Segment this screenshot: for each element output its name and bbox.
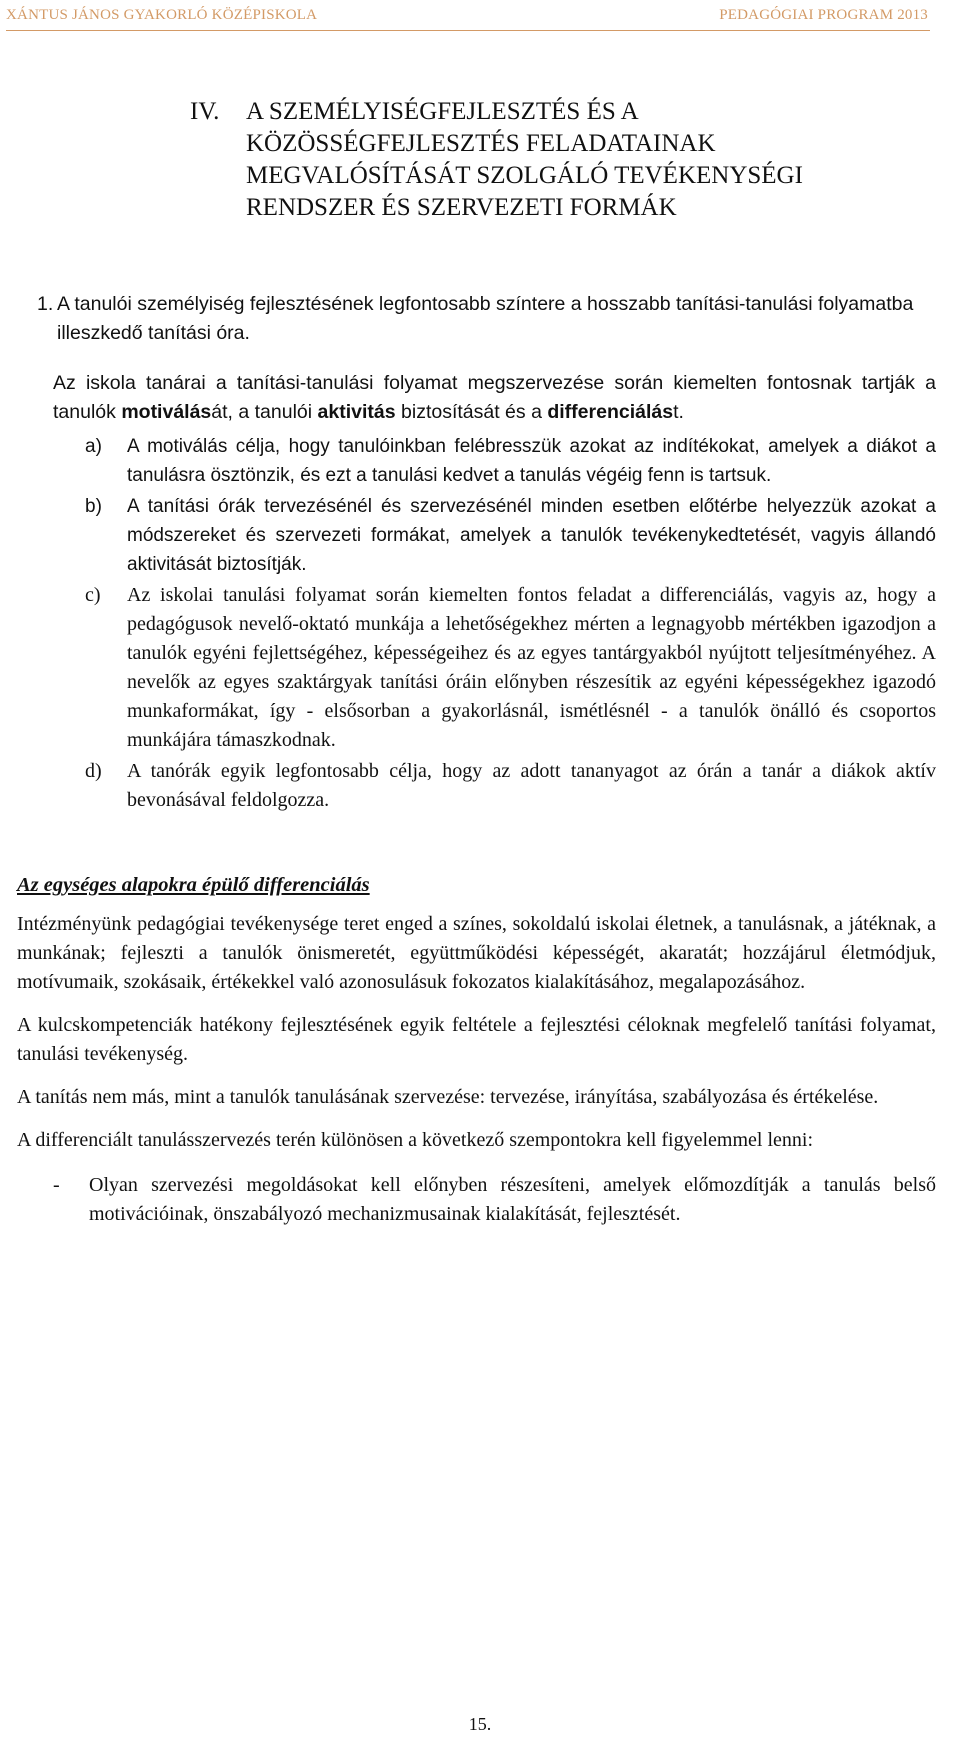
list-item-text: A tanítási órák tervezésénél és szervezésénél minden esetben előtérbe helyezzük azokat a módszereket és szervezeti formákat, amelyek a tanulók tevékenykedtetését, vagyis állandó aktivitását biztosítják. — [127, 496, 936, 575]
list-item — [17, 581, 936, 755]
section-1-text: A tanulói személyiség fejlesztésének legfontosabb színtere a hosszabb tanítási-tanulási folyamatba illeszkedő tanítási óra. — [57, 293, 914, 344]
list-item-label: a) — [85, 436, 102, 457]
intro-text-1: Az iskola tanárai a tanítási-tanulási folyamat megszervezése során kiemelten fontosnak tartják a tanulók — [53, 372, 936, 423]
list-item-label: d) — [85, 760, 102, 782]
section-1-number: 1. — [37, 293, 54, 315]
chapter-number: IV. — [190, 98, 220, 125]
paragraph: A tanítás nem más, mint a tanulók tanulásának szervezése: tervezése, irányítása, szabályozása és értékelése. — [17, 1086, 879, 1108]
intro-bold-motivalas: motiválás — [121, 401, 212, 423]
page-number: 15. — [468, 1714, 492, 1734]
page-content — [17, 290, 936, 1229]
list-item-label: c) — [85, 584, 101, 606]
bullet-item — [17, 1171, 936, 1229]
list-item — [17, 432, 936, 490]
intro-text-3: biztosítását és a — [395, 401, 548, 423]
list-item-label: b) — [85, 496, 102, 517]
intro-paragraph — [17, 369, 936, 427]
header-rule — [6, 30, 930, 31]
paragraph: A differenciált tanulásszervezés terén különösen a következő szempontokra kell figyelemmel lenni: — [17, 1129, 814, 1151]
program-title: PEDAGÓGIAI PROGRAM 2013 — [719, 7, 928, 23]
school-name: XÁNTUS JÁNOS GYAKORLÓ KÖZÉPISKOLA — [6, 7, 318, 23]
intro-bold-aktivitas: aktivitás — [317, 401, 396, 423]
bullet-mark: - — [53, 1174, 60, 1196]
list-item-text: A motiválás célja, hogy tanulóinkban felébresszük azokat az indítékokat, amelyek a diákot a tanulásra ösztönzik, és ezt a tanulási kedvet a tanulás végéig fenn is tartsuk. — [127, 436, 936, 486]
intro-text-2: át, a tanulói — [211, 401, 318, 423]
intro-bold-differencialas: differenciálás — [547, 401, 674, 423]
section-heading: Az egységes alapokra épülő differenciálás — [17, 874, 370, 896]
paragraph: A kulcskompetenciák hatékony fejlesztésének egyik feltétele a fejlesztési céloknak megfelelő tanítási folyamat, tanulási tevékenység. — [17, 1014, 936, 1065]
section-1 — [17, 290, 936, 348]
list-item — [17, 492, 936, 579]
paragraph: Intézményünk pedagógiai tevékenysége teret enged a színes, sokoldalú iskolai életnek, a tanulásnak, a játéknak, a munkának; fejleszti a tanulók önismeretét, együttműködési képességét, akaratát; hozzájárul életmódjuk, motívumaik, szokásaik, értékekkel való azonosulásuk fokozatos kialakításához, megalapozásához. — [17, 913, 936, 993]
list-item-text: A tanórák egyik legfontosabb célja, hogy az adott tananyagot az órán a tanár a diákok aktív bevonásával feldolgozza. — [127, 760, 936, 811]
goal-list — [17, 432, 936, 815]
page-header — [0, 5, 960, 31]
chapter-title-text: A SZEMÉLYISÉGFEJLESZTÉS ÉS A KÖZÖSSÉGFEJLESZTÉS FELADATAINAK MEGVALÓSÍTÁSÁT SZOLGÁLÓ TEVÉKENYSÉGI RENDSZER ÉS SZERVEZETI FORMÁK — [246, 98, 803, 221]
list-item-text: Az iskolai tanulási folyamat során kiemelten fontos feladat a differenciálás, vagyis az, hogy a pedagógusok nevelő-oktató munkája a lehetőségekhez mérten a legnagyobb mértékben igazodjon a tanulók egyéni fejlettségéhez, képességeihez és az egyes tantárgyakból nyújtott teljesítményéhez. A nevelők az egyes szaktárgyak tanítási óráin előnyben részesítik az egyéni képességekhez igazodó munkaformákat, így - elsősorban a gyakorlásnál, ismétlésnél - a tanulók önálló és csoportos munkájára támaszkodnak. — [127, 584, 936, 751]
intro-text-4: t. — [673, 401, 684, 423]
list-item — [17, 757, 936, 815]
bullet-text: Olyan szervezési megoldásokat kell előnyben részesíteni, amelyek előmozdítják a tanulás belső motivációinak, önszabályozó mechanizmusainak kialakítását, fejlesztését. — [89, 1174, 936, 1225]
